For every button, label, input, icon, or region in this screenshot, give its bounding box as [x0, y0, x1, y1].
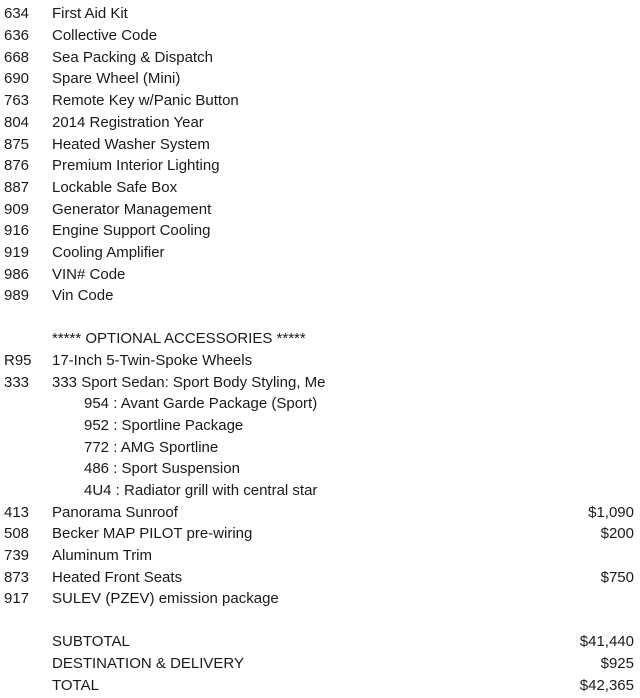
package-description: 954 : Avant Garde Package (Sport): [84, 395, 318, 412]
subtotal-amount: $41,440: [579, 633, 634, 650]
delivery-row: [0, 653, 640, 675]
option-description: 2014 Registration Year: [52, 114, 204, 131]
total-row: [0, 675, 640, 697]
package-item: [0, 437, 640, 459]
list-item: [0, 372, 640, 394]
optional-accessories-heading: ***** OPTIONAL ACCESSORIES *****: [52, 330, 306, 347]
option-code: 916: [4, 222, 30, 239]
option-description: Panorama Sunroof: [52, 504, 178, 521]
option-description: Premium Interior Lighting: [52, 157, 220, 174]
option-price: $200: [600, 525, 634, 542]
total-label: TOTAL: [52, 677, 99, 694]
package-item: [0, 480, 640, 502]
list-item: [0, 264, 640, 286]
list-item: [0, 199, 640, 221]
option-code: 919: [4, 244, 30, 261]
list-item: [0, 90, 640, 112]
package-item: [0, 415, 640, 437]
delivery-label: DESTINATION & DELIVERY: [52, 655, 244, 672]
option-code: 876: [4, 157, 30, 174]
option-description: Becker MAP PILOT pre-wiring: [52, 525, 253, 542]
package-item: [0, 458, 640, 480]
list-item: [0, 220, 640, 242]
list-item: [0, 242, 640, 264]
option-description: Engine Support Cooling: [52, 222, 211, 239]
option-code: 690: [4, 70, 30, 87]
option-description: Collective Code: [52, 27, 158, 44]
list-item: [0, 588, 640, 610]
option-code: 873: [4, 569, 30, 586]
option-code: 636: [4, 27, 30, 44]
option-description: Remote Key w/Panic Button: [52, 92, 239, 109]
list-item: [0, 285, 640, 307]
option-description: 333 Sport Sedan: Sport Body Styling, Me: [52, 374, 326, 391]
list-item: [0, 47, 640, 69]
package-description: 772 : AMG Sportline: [84, 439, 219, 456]
option-description: Spare Wheel (Mini): [52, 70, 181, 87]
list-item: [0, 3, 640, 25]
option-description: Heated Front Seats: [52, 569, 183, 586]
list-item: [0, 567, 640, 589]
option-code: 887: [4, 179, 30, 196]
option-description: 17-Inch 5-Twin-Spoke Wheels: [52, 352, 253, 369]
option-price: $750: [600, 569, 634, 586]
list-item: [0, 112, 640, 134]
option-code: 909: [4, 201, 30, 218]
package-item: [0, 393, 640, 415]
option-description: Aluminum Trim: [52, 547, 153, 564]
option-description: Cooling Amplifier: [52, 244, 165, 261]
list-item: [0, 68, 640, 90]
subtotal-row: [0, 631, 640, 653]
option-code: 634: [4, 5, 30, 22]
option-description: Sea Packing & Dispatch: [52, 49, 213, 66]
option-price: $1,090: [588, 504, 634, 521]
option-code: 668: [4, 49, 30, 66]
option-code: R95: [4, 352, 32, 369]
option-code: 986: [4, 266, 30, 283]
option-description: Generator Management: [52, 201, 212, 218]
option-code: 413: [4, 504, 30, 521]
option-code: 739: [4, 547, 30, 564]
package-description: 486 : Sport Suspension: [84, 460, 240, 477]
package-description: 4U4 : Radiator grill with central star: [84, 482, 318, 499]
list-item: [0, 155, 640, 177]
option-description: SULEV (PZEV) emission package: [52, 590, 279, 607]
option-code: 763: [4, 92, 30, 109]
list-item: [0, 177, 640, 199]
list-item: [0, 25, 640, 47]
subtotal-label: SUBTOTAL: [52, 633, 130, 650]
delivery-amount: $925: [600, 655, 634, 672]
list-item: [0, 523, 640, 545]
package-description: 952 : Sportline Package: [84, 417, 244, 434]
option-code: 508: [4, 525, 30, 542]
list-item: [0, 545, 640, 567]
list-item: [0, 134, 640, 156]
option-description: Vin Code: [52, 287, 114, 304]
total-amount: $42,365: [579, 677, 634, 694]
list-item: [0, 502, 640, 524]
option-description: First Aid Kit: [52, 5, 128, 22]
option-description: VIN# Code: [52, 266, 126, 283]
list-item: [0, 350, 640, 372]
option-code: 804: [4, 114, 30, 131]
option-code: 989: [4, 287, 30, 304]
option-description: Heated Washer System: [52, 136, 210, 153]
section-heading: [0, 328, 640, 350]
option-code: 917: [4, 590, 30, 607]
option-code: 875: [4, 136, 30, 153]
option-code: 333: [4, 374, 30, 391]
option-description: Lockable Safe Box: [52, 179, 178, 196]
